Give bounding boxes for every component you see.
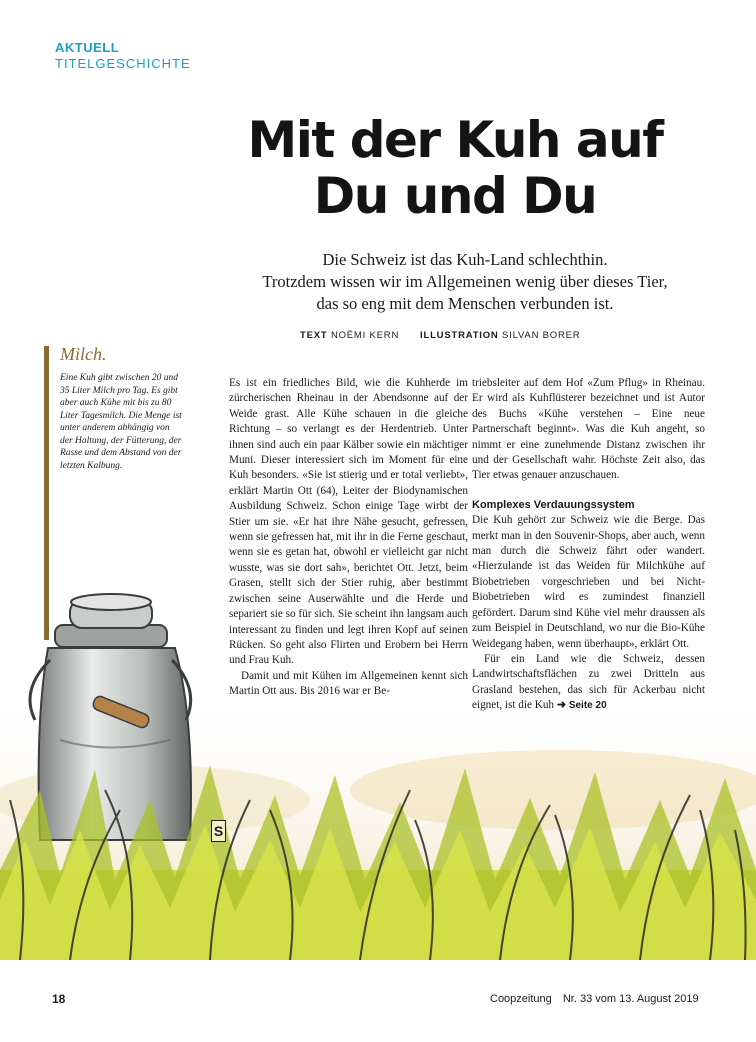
subsection-label: TITELGESCHICHTE bbox=[55, 56, 191, 71]
credit-text-label: TEXT bbox=[300, 330, 328, 341]
sidebar-title: Milch. bbox=[60, 344, 107, 364]
lead-line-3: das so eng mit dem Menschen verbunden ist. bbox=[316, 294, 614, 313]
continued-link[interactable] bbox=[557, 700, 607, 711]
footer-publication bbox=[490, 993, 699, 1005]
continued-label: Seite 20 bbox=[568, 700, 607, 712]
publication-name: Coopzeitung bbox=[490, 993, 552, 1005]
headline-line-2: Du und Du bbox=[313, 167, 597, 225]
body-paragraph: Es ist ein friedliches Bild, wie die Kuhherde im zürcherischen Rheinau in der Abendsonne auf der Weide grast. Alle Kühe schauen in die gleiche Richtung – so verlangt es der Herdentrieb. Unter ihnen sind auch ein paar Kälber sowie ein mächtiger Muni. Dieser interessiert sich im Moment für eine Kuh besonders. «Sie ist stierig und er total verliebt», erklärt Martin Ott (64), Leiter der Biodynamischen Ausbildung Schweiz. Schon einige Tage wirbt der Stier um sie. «Er hat ihre Nähe gesucht, gefressen, wenn sie gefressen hat, mit ihr in die Ferne geschaut, wenn sie es getan hat, obwohl er vielleicht gar nicht wusste, was sie dort sah», berichtet Ott. Jetzt, beim Grasen, stellt sich der Stier ruhig, aber bestimmt zwischen seine Auserwählte und die Herde und separiert sie so für sich. Sie scheint ihn langsam auch interessant zu finden und legt ihren Kopf auf seinen Rücken. So geht also Flirten und Erobern bei Herrn und Frau Kuh. bbox=[229, 377, 468, 667]
article-column-2 bbox=[472, 376, 705, 714]
article-credits bbox=[300, 330, 580, 341]
body-paragraph: Die Kuh gehört zur Schweiz wie die Berge. Das merkt man in den Souvenir-Shops, aber auch, wenn man durch die Schweiz fährt oder wandert. «Hierzulande ist das Weiden für Milchkühe auf Biobetrieben vorgeschrieben und bei Nicht-Biobetrieben wird es zumindest finanziell gefördert. Darum sind Kühe viel mehr draussen als zum Beispiel in Deutschland, wo nur die Bio-Kühe Weidegang haben, wenn überhaupt», erklärt Ott. bbox=[472, 514, 705, 650]
sidebar-rule bbox=[44, 346, 49, 640]
section-label: AKTUELL bbox=[55, 40, 120, 55]
headline-line-1: Mit der Kuh auf bbox=[247, 111, 663, 169]
body-paragraph: triebsleiter auf dem Hof «Zum Pflug» in Rheinau. Er wird als Kuhflüsterer bezeichnet und ist Autor des Buchs «Kühe verstehen – Eine neue Partnerschaft beginnt». Was die Kuh angeht, so nimmt er eine zunehmende Distanz zwischen ihr und der Gesellschaft wahr. Höchste Zeit also, das Tier etwas genauer anzuschauen. bbox=[472, 377, 705, 482]
article-column-1 bbox=[229, 376, 468, 700]
body-paragraph-text: Für ein Land wie die Schweiz, dessen Landwirtschaftsflächen zu zwei Dritteln aus Grasland bestehen, das sich für Ackerbau nicht eignet, ist die Kuh bbox=[472, 652, 705, 712]
credit-illustration-name: SILVAN BORER bbox=[502, 330, 581, 341]
lead-line-1: Die Schweiz ist das Kuh-Land schlechthin. bbox=[322, 250, 608, 269]
credit-text-name: NOËMI KERN bbox=[330, 330, 400, 341]
issue-info: Nr. 33 vom 13. August 2019 bbox=[562, 993, 699, 1005]
article-subhead: Komplexes Verdauungssystem bbox=[472, 498, 635, 511]
end-mark-icon: S bbox=[211, 820, 226, 842]
body-paragraph: Damit und mit Kühen im Allgemeinen kennt sich Martin Ott aus. Bis 2016 war er Be- bbox=[229, 669, 468, 698]
body-paragraph-last bbox=[472, 652, 705, 714]
article-lead bbox=[220, 249, 710, 315]
page-number: 18 bbox=[52, 992, 66, 1006]
arrow-right-icon: ➜ bbox=[556, 699, 567, 712]
article-headline bbox=[180, 112, 730, 224]
sidebar-text: Eine Kuh gibt zwischen 20 und 35 Liter Milch pro Tag. Es gibt aber auch Kühe mit bis zu 80 Liter Tagesmilch. Die Menge ist unter anderem abhängig von der Haltung, der Fütterung, der Rasse und dem Abstand von der letzten Kalbung. bbox=[60, 373, 182, 471]
credit-illustration-label: ILLUSTRATION bbox=[420, 330, 499, 341]
lead-line-2: Trotzdem wissen wir im Allgemeinen wenig über dieses Tier, bbox=[262, 272, 668, 291]
